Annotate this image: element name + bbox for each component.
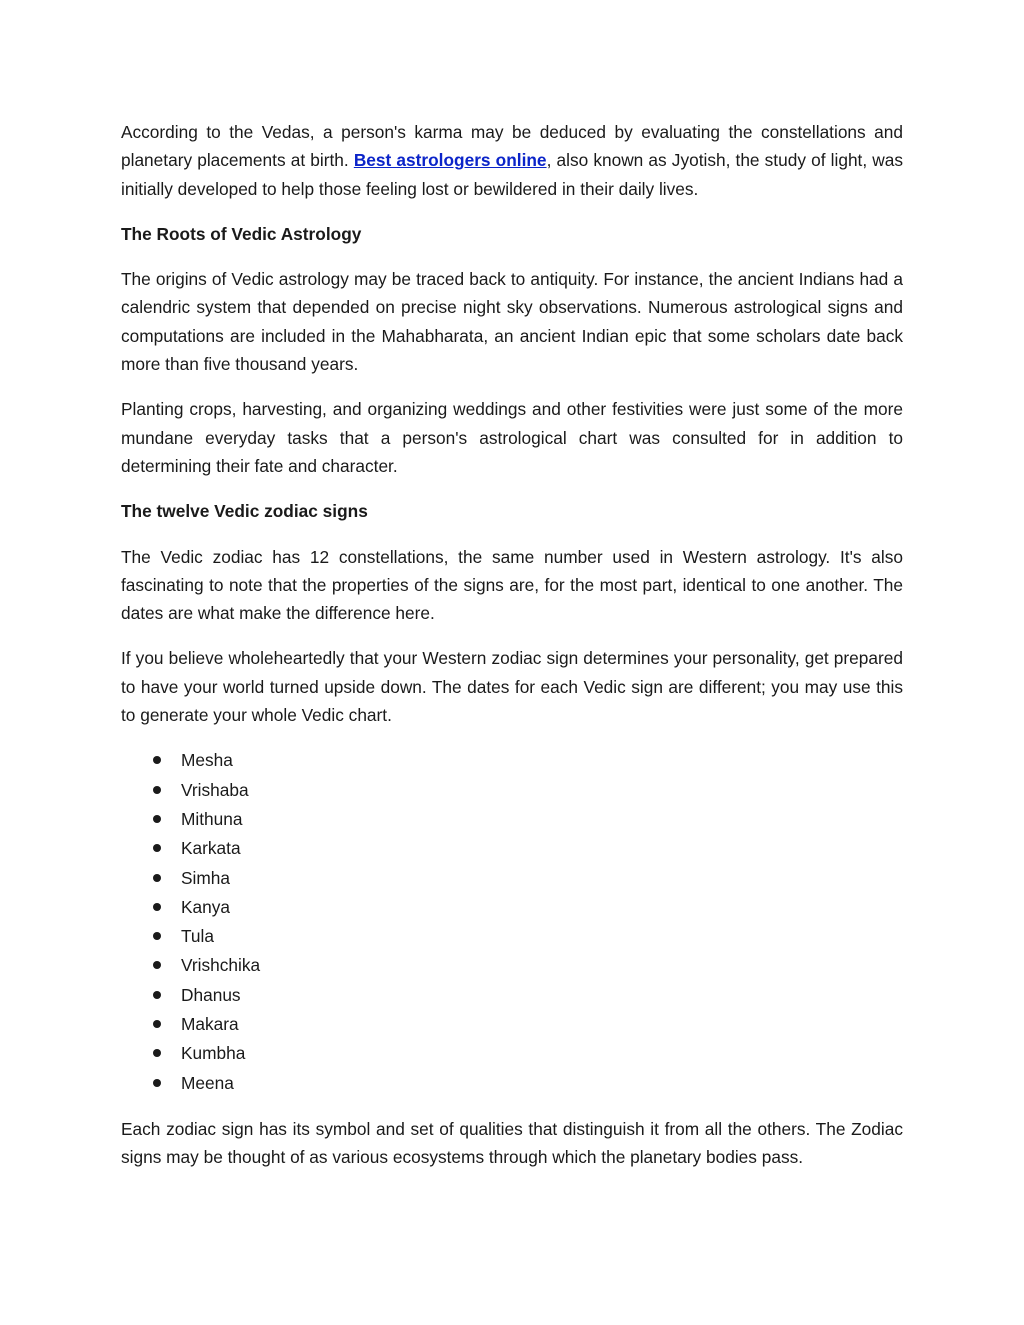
zodiac-sign-name: Kumbha [181, 1043, 246, 1064]
bullet-icon [153, 1079, 161, 1087]
zodiac-sign-name: Dhanus [181, 984, 241, 1005]
bullet-icon [153, 756, 161, 764]
list-item [121, 981, 903, 1010]
best-astrologers-link[interactable]: Best astrologers online [353, 150, 547, 171]
intro-text-after-link: , also known as Jyotish, the study of light, was initially developed to help those feeling lost or bewildered in their daily lives. [121, 150, 904, 199]
zodiac-sign-name: Vrishchika [181, 955, 261, 976]
zodiac-sign-name: Tula [181, 926, 214, 947]
list-item [121, 1039, 903, 1068]
bullet-icon [153, 844, 161, 852]
list-item [121, 1010, 903, 1039]
bullet-icon [153, 786, 161, 794]
zodiac-sign-name: Mesha [181, 750, 233, 771]
bullet-icon [153, 991, 161, 999]
zodiac-sign-name: Karkata [181, 838, 241, 859]
zodiac-sign-name: Meena [181, 1072, 234, 1093]
zodiac-sign-name: Makara [181, 1014, 239, 1035]
intro-paragraph [121, 118, 903, 203]
list-item [121, 746, 903, 775]
list-item [121, 1069, 903, 1098]
roots-paragraph-2: Planting crops, harvesting, and organizing weddings and other festivities were just some of the more mundane everyday tasks that a person's astrological chart was consulted for in addition to determining their fate and character. [121, 399, 903, 476]
section-heading-zodiac-signs: The twelve Vedic zodiac signs [121, 501, 368, 522]
list-item [121, 951, 903, 980]
intro-text-before-link: According to the Vedas, a person's karma may be deduced by evaluating the constellations and planetary placements at birth. [121, 122, 903, 171]
zodiac-paragraph-1: The Vedic zodiac has 12 constellations, the same number used in Western astrology. It's also fascinating to note that the properties of the signs are, for the most part, identical to one another. The dates are what make the difference here. [121, 546, 903, 624]
closing-paragraph: Each zodiac sign has its symbol and set of qualities that distinguish it from all the others. The Zodiac signs may be thought of as various ecosystems through which the planetary bodies pass. [121, 1118, 903, 1168]
list-item [121, 805, 903, 834]
bullet-icon [153, 815, 161, 823]
zodiac-sign-name: Simha [181, 867, 230, 888]
bullet-icon [153, 1049, 161, 1057]
zodiac-sign-name: Kanya [181, 896, 231, 917]
list-item [121, 922, 903, 951]
bullet-icon [153, 874, 161, 882]
zodiac-sign-name: Mithuna [181, 808, 243, 829]
list-item [121, 893, 903, 922]
zodiac-sign-list [121, 746, 903, 1098]
section-heading-roots: The Roots of Vedic Astrology [121, 223, 362, 244]
list-item [121, 834, 903, 863]
bullet-icon [153, 961, 161, 969]
zodiac-sign-name: Vrishaba [181, 779, 249, 800]
document-page [121, 118, 903, 1189]
roots-paragraph-1: The origins of Vedic astrology may be traced back to antiquity. For instance, the ancient Indians had a calendric system that depended on precise night sky observations. Numerous astrological signs and computations are included in the Mahabharata, an ancient Indian epic that some scholars date back more than five thousand years. [121, 269, 903, 375]
list-item [121, 776, 903, 805]
bullet-icon [153, 903, 161, 911]
bullet-icon [153, 932, 161, 940]
list-item [121, 864, 903, 893]
zodiac-paragraph-2: If you believe wholeheartedly that your Western zodiac sign determines your personality, get prepared to have your world turned upside down. The dates for each Vedic sign are different; you may use this to generate your whole Vedic chart. [121, 648, 903, 726]
bullet-icon [153, 1020, 161, 1028]
